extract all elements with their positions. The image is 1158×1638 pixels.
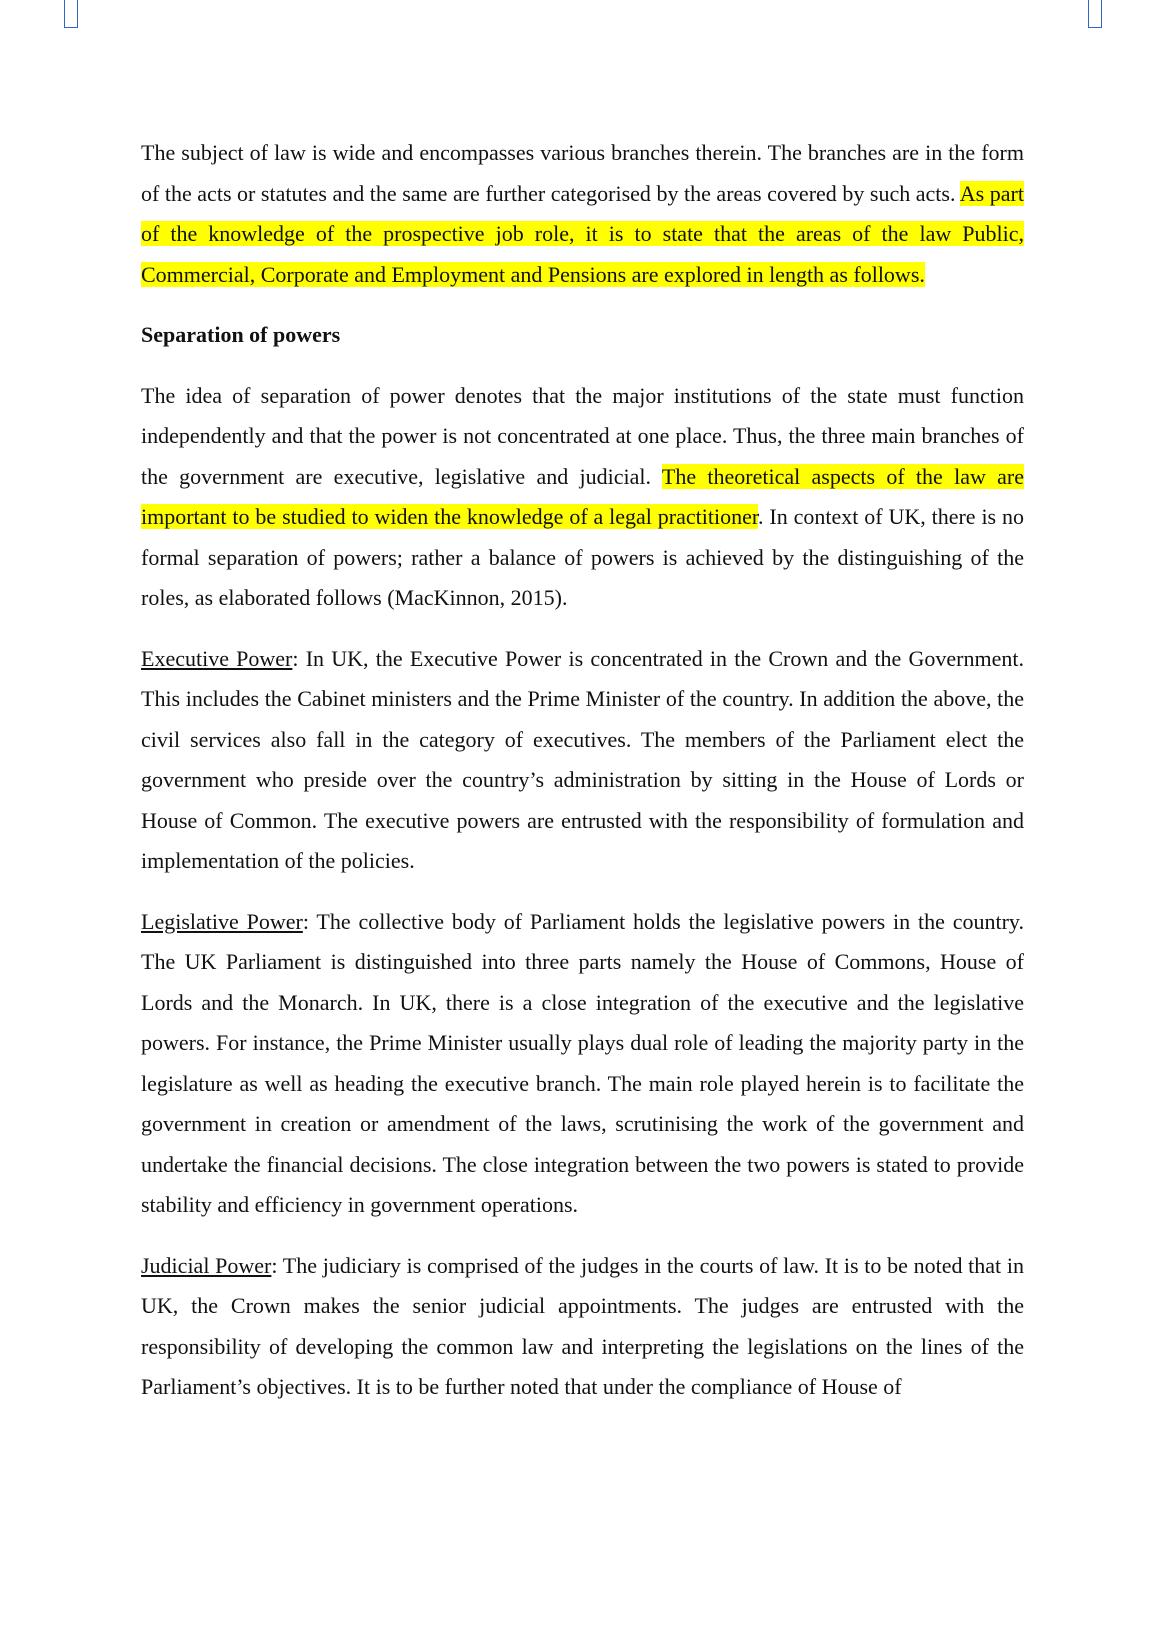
paragraph-legislative-power — [141, 902, 1024, 1226]
judicial-power-term: Judicial Power — [141, 1252, 272, 1278]
separation-highlighted-text: The theoretical aspects of the law are important to be studied to widen the knowledge of a legal practitioner — [141, 463, 1025, 529]
separation-text-after: . In context of UK, there is no formal separation of powers; rather a balance of powers is achieved by the distinguishing of the roles, as elaborated follows (MacKinnon, 2015). — [141, 504, 1025, 610]
section-heading-separation-of-powers: Separation of powers — [141, 322, 341, 347]
legislative-power-term: Legislative Power — [141, 908, 303, 934]
judicial-power-text: : The judiciary is comprised of the judges in the courts of law. It is to be noted that in UK, the Crown makes the senior judicial appointments. The judges are entrusted with the responsibility of developing the common law and interpreting the legislations on the lines of the Parliament’s objectives. It is to be further noted that under the compliance of House of — [141, 1252, 1024, 1399]
intro-highlighted-text: As part of the knowledge of the prospective job role, it is to state that the areas of the law Public, Commercial, Corporate and Employment and Pensions are explored in length as follows. — [141, 180, 1024, 287]
paragraph-separation-of-powers — [141, 376, 1024, 619]
legislative-power-text: : The collective body of Parliament holds the legislative powers in the country. The UK Parliament is distinguished into three parts namely the House of Commons, House of Lords and the Monarch. In UK, there is a close integration of the executive and the legislative powers. For instance, the Prime Minister usually plays dual role of leading the majority party in the legislature as well as heading the executive branch. The main role played herein is to facilitate the government in creation or amendment of the laws, scrutinising the work of the government and undertake the financial decisions. The close integration between the two powers is stated to provide stability and efficiency in government operations. — [141, 908, 1024, 1217]
executive-power-term: Executive Power — [141, 645, 293, 671]
separation-text-before: The idea of separation of power denotes that the major institutions of the state must function independently and that the power is not concentrated at one place. Thus, the three main branches of the government are executive, legislative and judicial. — [141, 382, 1024, 489]
paragraph-executive-power — [141, 639, 1024, 882]
document-page-body — [141, 133, 1024, 1428]
paragraph-judicial-power — [141, 1246, 1024, 1408]
paragraph-intro — [141, 133, 1024, 295]
page-corner-mark-left — [64, 0, 78, 28]
page-corner-mark-right — [1088, 0, 1102, 28]
executive-power-text: : In UK, the Executive Power is concentrated in the Crown and the Government. This includes the Cabinet ministers and the Prime Minister of the country. In addition the above, the civil services also fall in the category of executives. The members of the Parliament elect the government who preside over the country’s administration by sitting in the House of Lords or House of Common. The executive powers are entrusted with the responsibility of formulation and implementation of the policies. — [141, 645, 1025, 873]
intro-text: The subject of law is wide and encompasses various branches therein. The branches are in the form of the acts or statutes and the same are further categorised by the areas covered by such acts. — [141, 140, 1024, 206]
